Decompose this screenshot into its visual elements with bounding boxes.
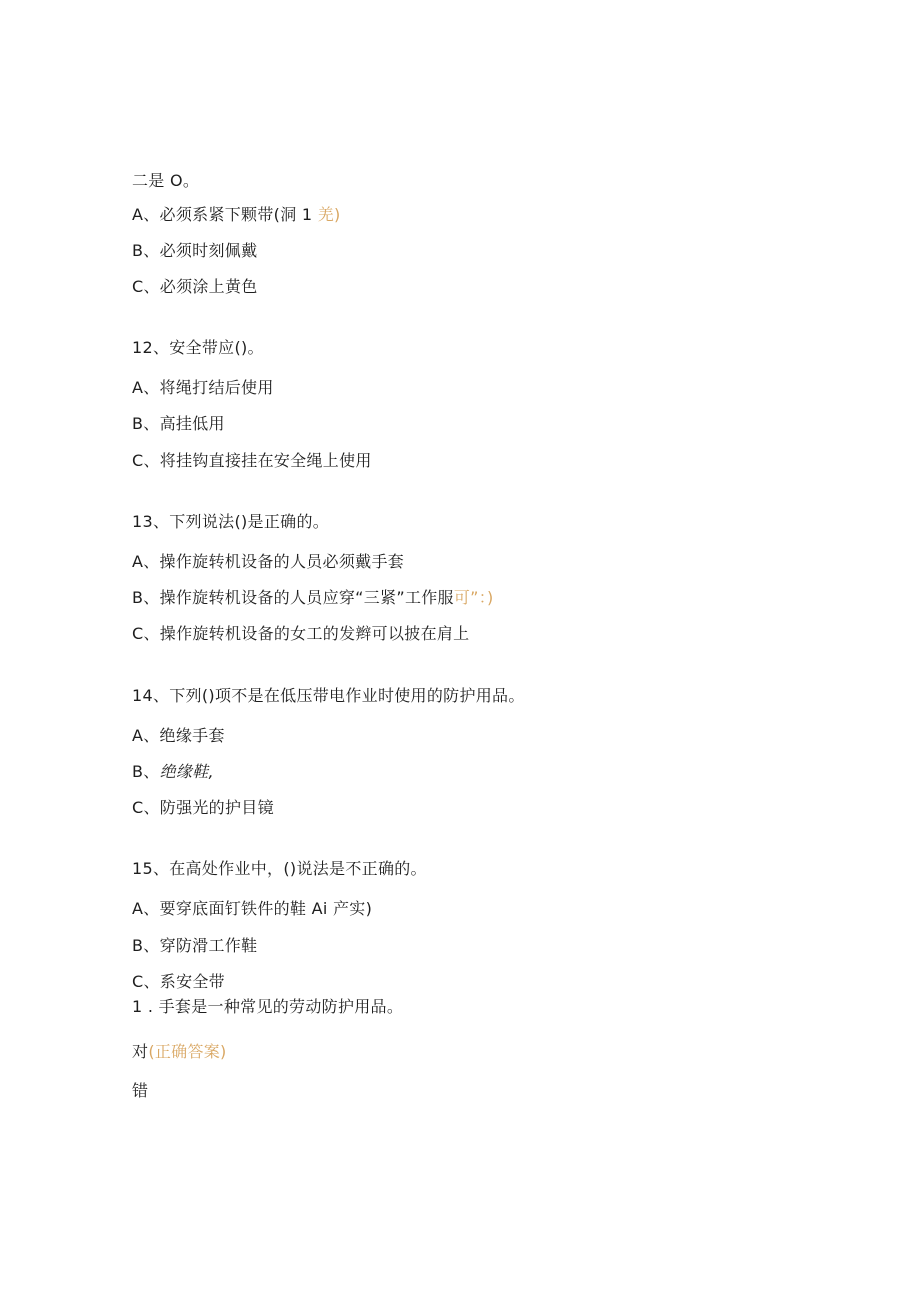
option-a: A、将绳打结后使用 — [132, 378, 274, 397]
option-text: B、操作旋转机设备的人员应穿“三紧”工作服 — [132, 588, 454, 607]
question-stem: 12、安全带应()。 — [132, 338, 264, 357]
answer-mark: 可”：) — [453, 588, 494, 607]
option-c: C、将挂钩直接挂在安全绳上使用 — [132, 451, 372, 470]
option-b: B、必须时刻佩戴 — [132, 241, 258, 260]
false-option: 错 — [132, 1081, 149, 1100]
judgement-stem: 1 . 手套是一种常见的劳动防护用品。 — [132, 997, 404, 1016]
option-text: 绝缘鞋, — [159, 762, 214, 781]
true-option — [132, 1042, 227, 1062]
question-stem: 二是 O。 — [132, 171, 200, 190]
question-stem: 15、在高处作业中，()说法是不正确的。 — [132, 859, 427, 878]
option-a — [132, 205, 341, 225]
answer-mark: (正确答案) — [148, 1042, 227, 1061]
answer-mark: 羌) — [317, 205, 341, 224]
option-b: B、高挂低用 — [132, 414, 225, 433]
option-b — [132, 762, 214, 782]
option-b: B、穿防滑工作鞋 — [132, 936, 258, 955]
option-prefix: B、 — [132, 762, 160, 781]
option-c: C、必须涂上黄色 — [132, 277, 258, 296]
option-text: 对 — [132, 1042, 149, 1061]
option-c: C、操作旋转机设备的女工的发辫可以披在肩上 — [132, 624, 470, 643]
option-a: A、要穿底面钉铁件的鞋 Ai 产实) — [132, 899, 373, 918]
option-c: C、防强光的护目镜 — [132, 798, 274, 817]
question-stem: 13、下列说法()是正确的。 — [132, 512, 330, 531]
question-stem: 14、下列()项不是在低压带电作业时使用的防护用品。 — [132, 686, 525, 705]
option-text: A、必须系紧下颗带(洞 1 — [132, 205, 318, 224]
option-c: C、系安全带 — [132, 972, 225, 991]
option-a: A、操作旋转机设备的人员必须戴手套 — [132, 552, 405, 571]
option-b — [132, 588, 494, 608]
option-a: A、绝缘手套 — [132, 726, 225, 745]
